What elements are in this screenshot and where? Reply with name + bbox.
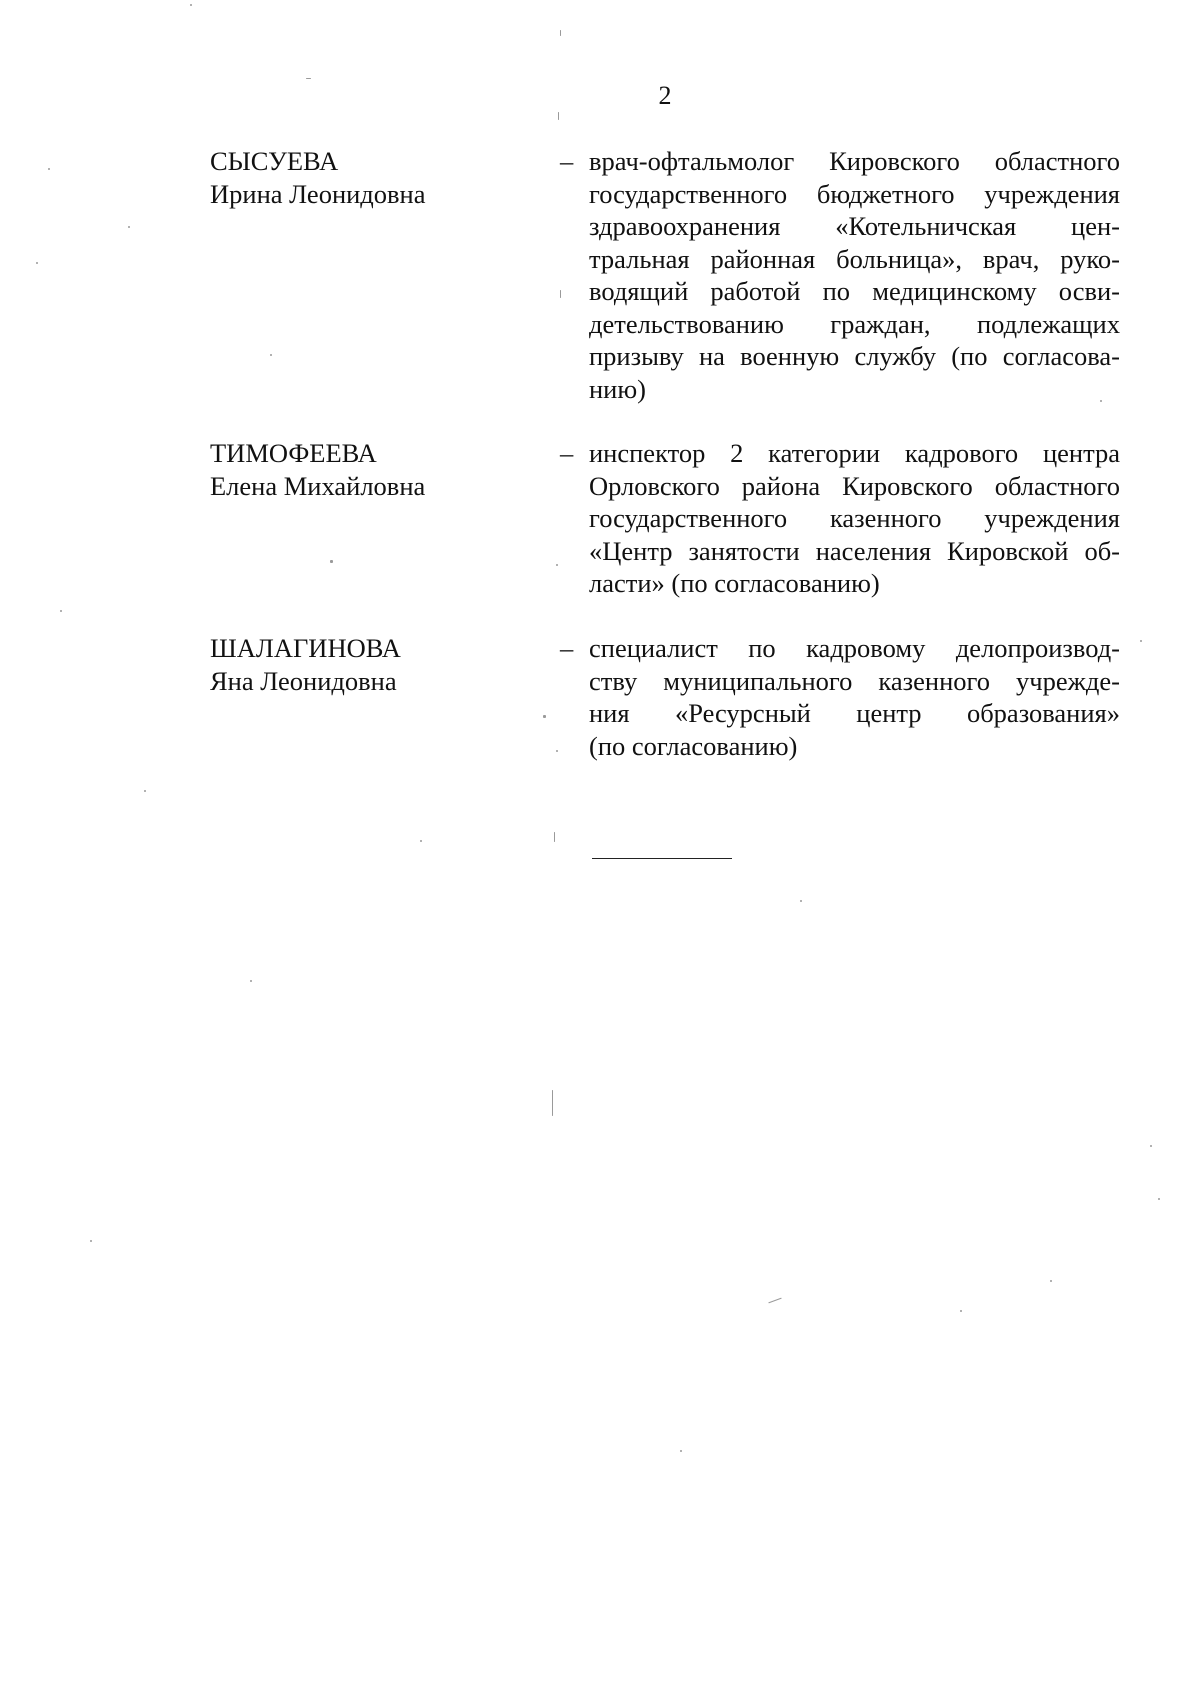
member-surname: ТИМОФЕЕВА bbox=[210, 438, 377, 468]
role-line: (по согласованию) bbox=[589, 730, 798, 761]
scan-speck bbox=[558, 112, 559, 120]
scan-speck bbox=[554, 832, 555, 842]
member-given-names: Ирина Леонидовна bbox=[210, 178, 426, 209]
scan-speck bbox=[960, 1310, 962, 1312]
scan-speck bbox=[543, 715, 546, 718]
scan-speck bbox=[420, 840, 422, 842]
role-line: специалист по кадровому делопроизвод- bbox=[589, 633, 1120, 663]
scan-speck bbox=[306, 78, 311, 79]
entry-dash: – bbox=[560, 146, 574, 176]
role-line: призыву на военную службу (по согласова- bbox=[589, 341, 1120, 371]
scan-speck bbox=[800, 900, 802, 902]
member-surname: СЫСУЕВА bbox=[210, 146, 339, 176]
role-line: детельствованию граждан, подлежащих bbox=[589, 308, 1120, 339]
scan-speck bbox=[556, 750, 558, 752]
member-name-block bbox=[210, 437, 540, 502]
role-line: «Центр занятости населения Кировской об- bbox=[589, 535, 1120, 566]
role-line: нию) bbox=[589, 373, 646, 404]
page-number: 2 bbox=[658, 81, 672, 110]
scan-speck bbox=[60, 610, 62, 612]
scan-speck bbox=[1050, 1280, 1052, 1282]
scan-speck bbox=[556, 564, 558, 566]
scan-speck bbox=[128, 226, 130, 228]
member-given-names: Елена Михайловна bbox=[210, 470, 426, 501]
scan-speck bbox=[560, 30, 561, 36]
closing-divider bbox=[592, 858, 732, 859]
scan-speck bbox=[768, 1298, 781, 1304]
role-line: государственного казенного учреждения bbox=[589, 503, 1120, 533]
scan-speck bbox=[36, 262, 38, 264]
role-line: государственного бюджетного учреждения bbox=[589, 178, 1120, 209]
role-line: ния «Ресурсный центр образования» bbox=[589, 698, 1120, 728]
member-name-block bbox=[210, 145, 540, 210]
scan-speck bbox=[1100, 400, 1102, 402]
role-line: врач-офтальмолог Кировского областного bbox=[589, 146, 1120, 176]
scan-speck bbox=[90, 1240, 92, 1242]
role-line: тральная районная больница», врач, руко- bbox=[589, 243, 1120, 274]
scan-speck bbox=[190, 4, 192, 6]
entry-dash: – bbox=[560, 438, 574, 468]
role-line: водящий работой по медицинскому осви- bbox=[589, 276, 1120, 306]
role-line: Орловского района Кировского областного bbox=[589, 470, 1120, 501]
role-line: ству муниципального казенного учрежде- bbox=[589, 665, 1120, 696]
role-line: ласти» (по согласованию) bbox=[589, 568, 880, 598]
role-line: инспектор 2 категории кадрового центра bbox=[589, 438, 1120, 468]
member-name-block bbox=[210, 632, 540, 697]
scan-speck bbox=[1140, 640, 1142, 642]
scan-speck bbox=[680, 1450, 682, 1452]
scan-speck bbox=[250, 980, 252, 982]
member-given-names: Яна Леонидовна bbox=[210, 665, 397, 696]
member-role bbox=[589, 145, 1120, 405]
member-surname: ШАЛАГИНОВА bbox=[210, 633, 401, 663]
scan-speck bbox=[1158, 1198, 1160, 1200]
scan-speck bbox=[330, 560, 333, 563]
member-role bbox=[589, 437, 1120, 600]
scan-speck bbox=[270, 354, 272, 356]
entry-dash: – bbox=[560, 633, 574, 663]
scan-speck bbox=[48, 168, 50, 170]
role-line: здравоохранения «Котельничская цен- bbox=[589, 211, 1120, 241]
scan-speck bbox=[144, 790, 146, 792]
scan-speck bbox=[552, 1090, 553, 1116]
scan-speck bbox=[1150, 1145, 1152, 1147]
member-role bbox=[589, 632, 1120, 762]
scan-speck bbox=[560, 290, 561, 298]
